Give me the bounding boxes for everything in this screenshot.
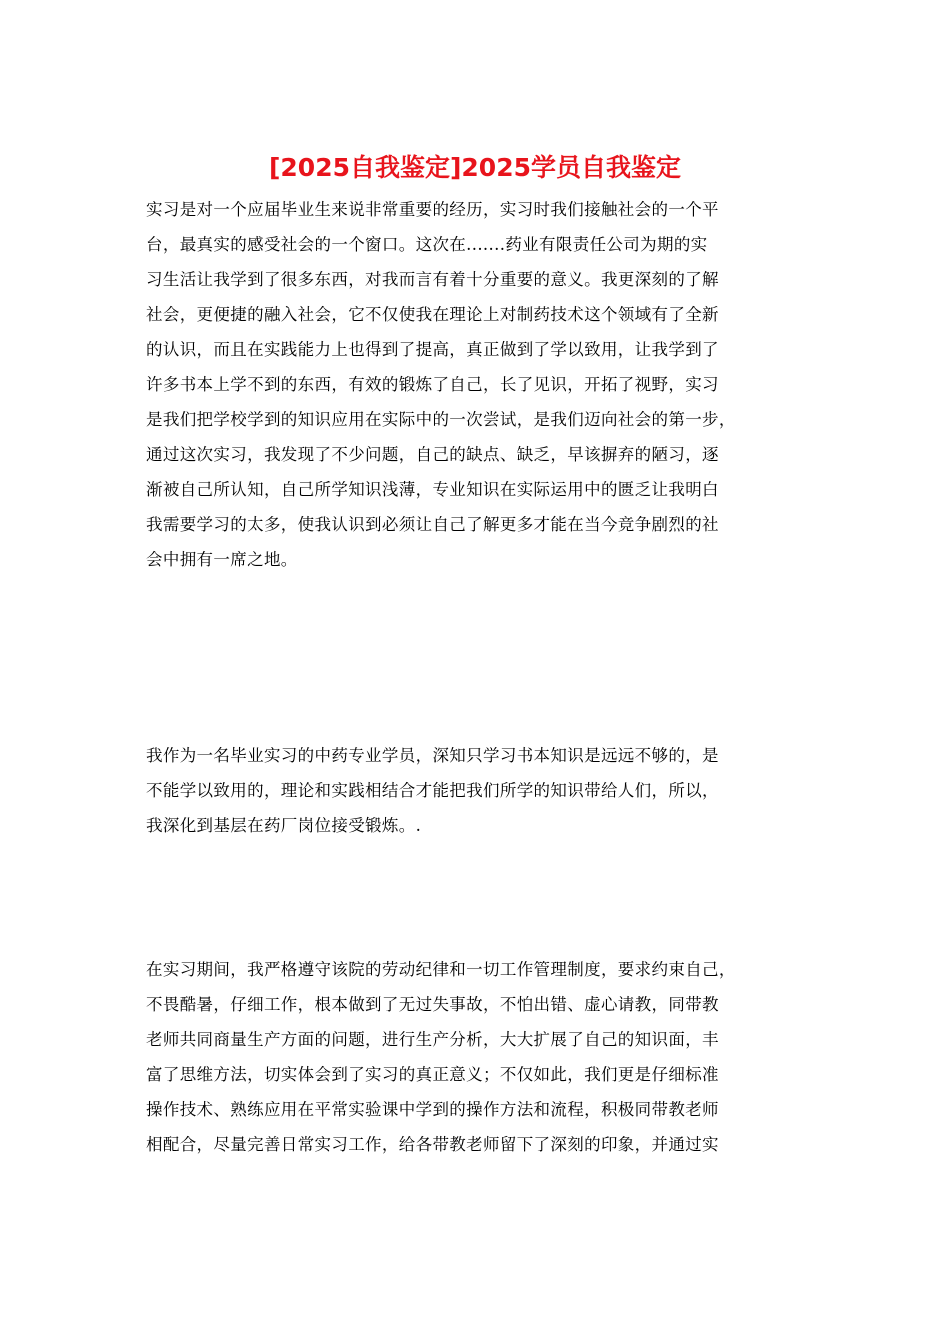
text-line: 在实习期间，我严格遵守该院的劳动纪律和一切工作管理制度，要求约束自己， bbox=[146, 960, 736, 979]
text-line: 相配合，尽量完善日常实习工作，给各带教老师留下了深刻的印象，并通过实 bbox=[146, 1135, 719, 1154]
text-line: 不畏酷暑，仔细工作，根本做到了无过失事故，不怕出错、虚心请教，同带教 bbox=[146, 995, 719, 1014]
text-line: 我深化到基层在药厂岗位接受锻炼。. bbox=[146, 816, 422, 835]
text-line: 不能学以致用的，理论和实践相结合才能把我们所学的知识带给人们，所以， bbox=[146, 781, 719, 800]
text-line: 我作为一名毕业实习的中药专业学员，深知只学习书本知识是远远不够的，是 bbox=[146, 746, 719, 765]
text-line: 富了思维方法，切实体会到了实习的真正意义；不仅如此，我们更是仔细标准 bbox=[146, 1065, 719, 1084]
text-line: 社会，更便捷的融入社会，它不仅使我在理论上对制药技术这个领域有了全新 bbox=[146, 305, 719, 324]
text-line: 老师共同商量生产方面的问题，进行生产分析，大大扩展了自己的知识面，丰 bbox=[146, 1030, 719, 1049]
text-line: 通过这次实习，我发现了不少问题，自己的缺点、缺乏，早该摒弃的陋习，逐 bbox=[146, 445, 719, 464]
text-line: 许多书本上学不到的东西，有效的锻炼了自己，长了见识，开拓了视野，实习 bbox=[146, 375, 719, 394]
text-line: 的认识，而且在实践能力上也得到了提高，真正做到了学以致用，让我学到了 bbox=[146, 340, 719, 359]
text-line: 操作技术、熟练应用在平常实验课中学到的操作方法和流程，积极同带教老师 bbox=[146, 1100, 719, 1119]
document-title: [2025自我鉴定]2025学员自我鉴定 bbox=[268, 153, 681, 182]
text-line: 是我们把学校学到的知识应用在实际中的一次尝试，是我们迈向社会的第一步， bbox=[146, 410, 736, 429]
text-line: 我需要学习的太多，使我认识到必须让自己了解更多才能在当今竞争剧烈的社 bbox=[146, 515, 719, 534]
text-line: 实习是对一个应届毕业生来说非常重要的经历，实习时我们接触社会的一个平 bbox=[146, 200, 719, 219]
text-line: 渐被自己所认知，自己所学知识浅薄，专业知识在实际运用中的匮乏让我明白 bbox=[146, 480, 719, 499]
text-line: 台，最真实的感受社会的一个窗口。这次在.......药业有限责任公司为期的实 bbox=[146, 235, 708, 254]
text-line: 会中拥有一席之地。 bbox=[146, 550, 298, 569]
text-line: 习生活让我学到了很多东西，对我而言有着十分重要的意义。我更深刻的了解 bbox=[146, 270, 719, 289]
